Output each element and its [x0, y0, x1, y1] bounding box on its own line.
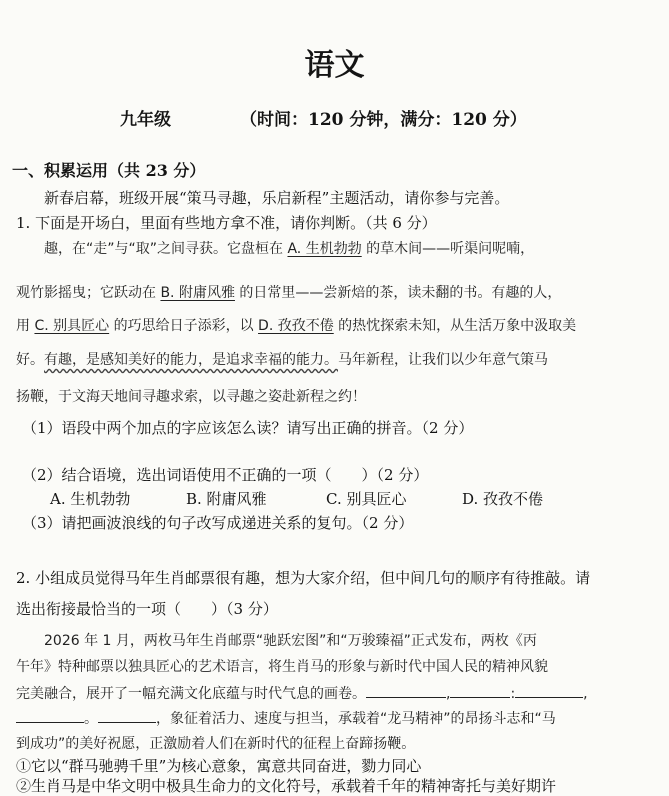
- question-1-sub-2: （2）结合语境，选出词语使用不正确的一项（ ）（2 分）: [22, 466, 429, 484]
- option-b-underlined: B. 附庸风雅: [160, 285, 235, 301]
- page-title: 语文: [304, 48, 365, 83]
- passage-text: 观竹影摇曳；它跃动在: [16, 285, 161, 301]
- stamp-passage-line-1: 2026 年 1 月，两枚马年生肖邮票“驰跃宏图”和“万骏臻福”正式发布，两枚《丙: [44, 633, 537, 649]
- choice-option-a: A. 生机勃勃: [50, 490, 131, 508]
- passage-text: 用: [16, 318, 35, 334]
- passage-line-4: [16, 350, 548, 370]
- option-d-underlined: D. 孜孜不倦: [258, 318, 334, 334]
- stamp-passage-line-5: 到成功”的美好祝愿，正激励着人们在新时代的征程上奋蹄扬鞭。: [16, 736, 416, 752]
- option-a-underlined: A. 生机勃勃: [287, 241, 362, 257]
- passage-text: 的日常里——尝新焙的茶，读未翻的书。有趣的人，: [234, 285, 562, 301]
- stamp-passage-line-3: 完美融合，展开了一幅充满文化底蕴与时代气息的画卷。 , : ,: [16, 683, 588, 704]
- stamp-passage-line-2: 午年》特种邮票以独具匠心的艺术语言，将生肖马的形象与新时代中国人民的精神风貌: [16, 659, 548, 675]
- passage-text: 马年新程，让我们以少年意气策马: [338, 352, 548, 368]
- stamp-passage-line-4: 。 ，象征着活力、速度与担当，承载着“龙马精神”的昂扬斗志和“马: [16, 708, 556, 729]
- passage-line-2: [16, 283, 561, 303]
- option-c-underlined: C. 别具匠心: [34, 318, 110, 334]
- passage-line-5: 扬鞭，于文海天地间寻趣求索，以寻趣之姿赴新程之约！: [16, 389, 366, 405]
- answer-blank[interactable]: [366, 683, 446, 698]
- grade-label: 九年级: [120, 110, 171, 130]
- exam-time-info: （时间：120 分钟，满分：120 分）: [240, 110, 527, 130]
- passage-text: 的热忱探索未知，从生活万象中汲取美: [333, 318, 577, 334]
- passage-line-3: [16, 316, 576, 336]
- section-intro: 新春启幕，班级开展“策马寻趣，乐启新程”主题活动，请你参与完善。: [44, 189, 510, 207]
- answer-blank[interactable]: [16, 708, 84, 723]
- question-1-sub-3: （3）请把画波浪线的句子改写成递进关系的复句。（2 分）: [22, 514, 414, 532]
- answer-blank[interactable]: [98, 708, 156, 723]
- answer-blank[interactable]: [515, 683, 583, 698]
- question-2-stem-line-2: 选出衔接最恰当的一项（ ）（3 分）: [16, 600, 278, 618]
- sentence-item-1: ①它以“群马驰骋千里”为核心意象，寓意共同奋进，勠力同心: [16, 757, 422, 775]
- passage-text: 的草木间——听渠问呢喃，: [361, 241, 535, 257]
- section-heading: 一、积累运用（共 23 分）: [12, 161, 206, 180]
- passage-text: 完美融合，展开了一幅充满文化底蕴与时代气息的画卷。: [16, 686, 366, 702]
- answer-blank[interactable]: [450, 683, 510, 698]
- sentence-item-2: ②生肖马是中华文明中极具生命力的文化符号，承载着千年的精神寄托与美好期许: [16, 777, 557, 795]
- passage-line-1: [44, 239, 534, 259]
- question-1-sub-1: （1）语段中两个加点的字应该怎么读？请写出正确的拼音。（2 分）: [22, 419, 474, 437]
- choice-options: [50, 489, 543, 509]
- choice-option-b: B. 附庸风雅: [186, 490, 267, 508]
- passage-text: 的巧思给日子添彩，以: [109, 318, 259, 334]
- wavy-underlined-sentence: 有趣，是感知美好的能力，是追求幸福的能力。: [44, 352, 338, 368]
- choice-option-d: D. 孜孜不倦: [462, 490, 544, 508]
- question-1-stem: 1. 下面是开场白，里面有些地方拿不准，请你判断。（共 6 分）: [16, 214, 437, 232]
- passage-text: 好。: [16, 352, 44, 368]
- choice-option-c: C. 别具匠心: [326, 490, 407, 508]
- passage-text: ，象征着活力、速度与担当，承载着“龙马精神”的昂扬斗志和“马: [156, 711, 556, 727]
- passage-text: 趣，在“走”与“取”之间寻获。它盘桓在: [44, 241, 288, 257]
- question-2-stem-line-1: 2. 小组成员觉得马年生肖邮票很有趣，想为大家介绍，但中间几句的顺序有待推敲。请: [16, 569, 591, 587]
